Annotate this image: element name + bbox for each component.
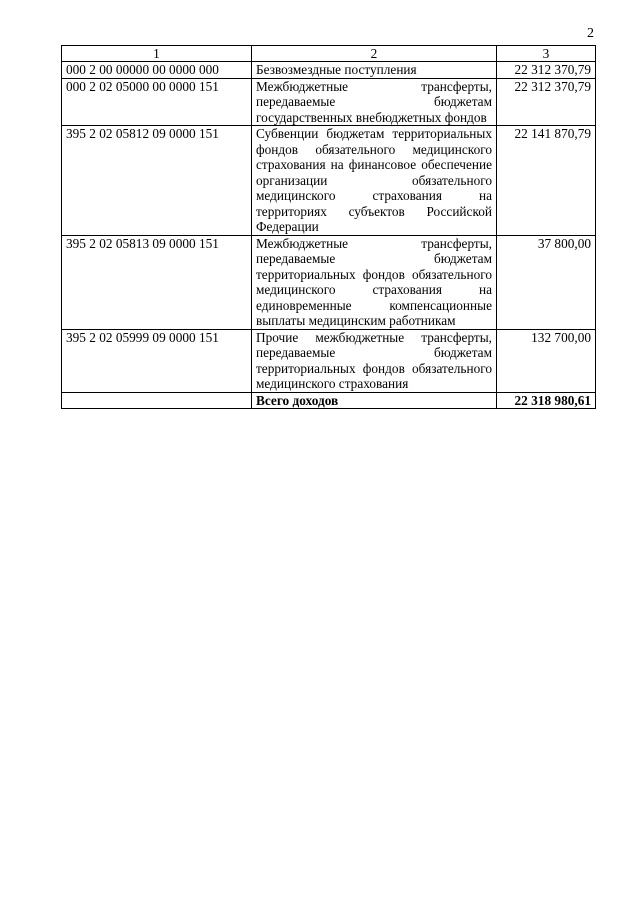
column-header-name: 2 [252, 46, 497, 62]
table-header-row [62, 46, 596, 62]
row-name: Субвенции бюджетам территориальных фондов обязательного медицинского страхования на финансовое обеспечение организации обязательного медицинского страхования на территориях субъектов Российской Федерации [252, 126, 497, 236]
row-name: Межбюджетные трансферты, передаваемые бюджетам территориальных фондов обязательного медицинского страхования на единовременные компенсационные выплаты медицинским работникам [252, 235, 497, 329]
row-code: 000 2 02 05000 00 0000 151 [62, 78, 252, 126]
row-sum: 22 312 370,79 [497, 62, 596, 79]
row-code: 000 2 00 00000 00 0000 000 [62, 62, 252, 79]
column-header-sum: 3 [497, 46, 596, 62]
page-number: 2 [587, 26, 594, 41]
table-row [62, 329, 596, 392]
total-label: Всего доходов [252, 392, 497, 409]
total-code [62, 392, 252, 409]
row-name: Прочие межбюджетные трансферты, передаваемые бюджетам территориальных фондов обязательного медицинского страхования [252, 329, 497, 392]
total-row [62, 392, 596, 409]
table-row [62, 126, 596, 236]
table-row [62, 62, 596, 79]
row-name: Безвозмездные поступления [252, 62, 497, 79]
row-code: 395 2 02 05813 09 0000 151 [62, 235, 252, 329]
row-name: Межбюджетные трансферты, передаваемые бюджетам государственных внебюджетных фондов [252, 78, 497, 126]
row-sum: 22 312 370,79 [497, 78, 596, 126]
row-sum: 37 800,00 [497, 235, 596, 329]
row-sum: 132 700,00 [497, 329, 596, 392]
revenue-table [61, 45, 596, 409]
row-code: 395 2 02 05999 09 0000 151 [62, 329, 252, 392]
table-row [62, 235, 596, 329]
row-sum: 22 141 870,79 [497, 126, 596, 236]
column-header-code: 1 [62, 46, 252, 62]
table-row [62, 78, 596, 126]
total-sum: 22 318 980,61 [497, 392, 596, 409]
row-code: 395 2 02 05812 09 0000 151 [62, 126, 252, 236]
